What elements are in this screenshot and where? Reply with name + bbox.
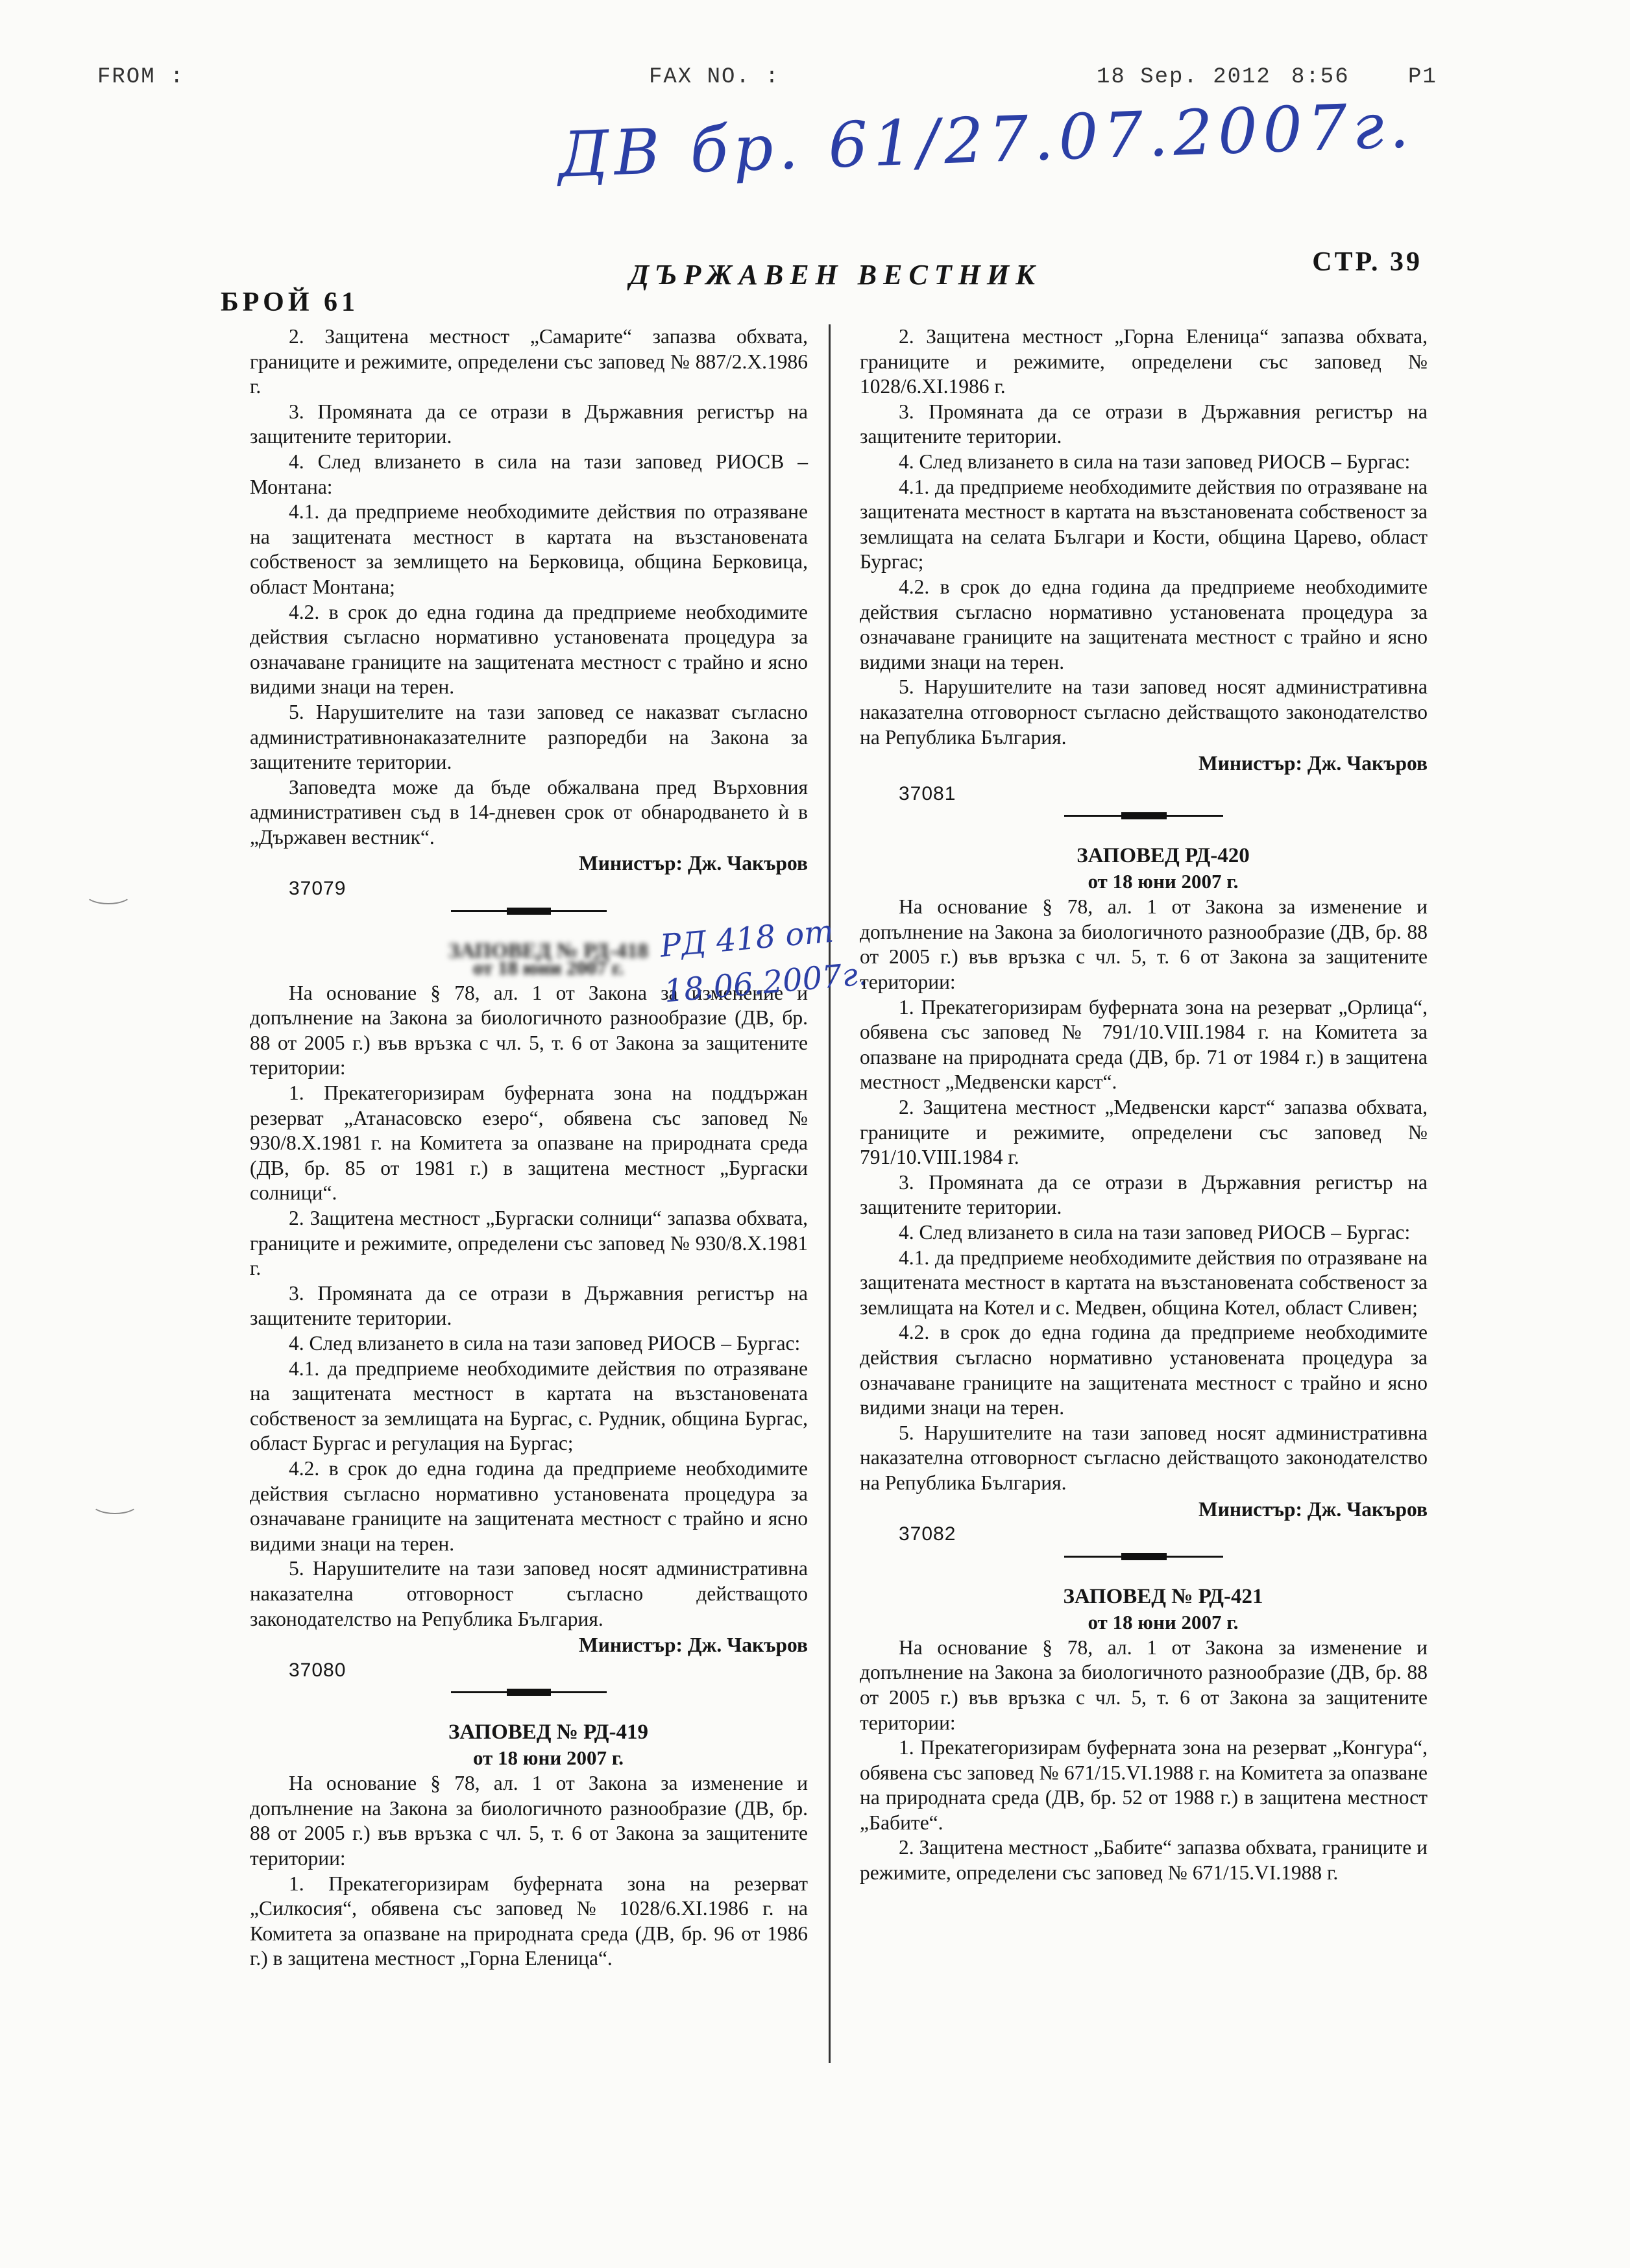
document-number: 37081 (899, 782, 956, 804)
paragraph: 5. Нарушителите на тази заповед се наказват съгласно административнонаказателните разпоредби на Закона за защитените територии. (250, 700, 808, 774)
paragraph: 5. Нарушителите на тази заповед носят административна наказателна отговорност съгласно действащото законодателство на Република България. (250, 1557, 808, 1630)
fax-page: P1 (1408, 65, 1437, 90)
order-417-continuation (250, 324, 808, 876)
section-separator (250, 906, 808, 916)
order-421 (860, 1584, 1428, 1886)
fax-from-label: FROM : (97, 65, 185, 90)
paragraph: На основание § 78, ал. 1 от Закона за изменение и допълнение на Закона за биологичното разнообразие (ДВ, бр. 88 от 2005 г.) във връзка с чл. 5, т. 6 от Закона за защитените територии: (860, 1635, 1428, 1734)
paragraph: На основание § 78, ал. 1 от Закона за изменение и допълнение на Закона за биологичното разнообразие (ДВ, бр. 88 от 2005 г.) във връзка с чл. 5, т. 6 от Закона за защитените територии: (250, 1772, 808, 1870)
minister-signature: Министър: Дж. Чакъров (578, 1634, 808, 1657)
gazette-masthead (221, 247, 1422, 318)
paragraph: 4.1. да предприеме необходимите действия по отразяване на защитената местност в картата на възстановената собственост за землищата на Бургас, с. Рудник, община Бургас, област Бургас и регулация на Бургас; (250, 1357, 808, 1455)
order-title-obscured: ЗАПОВЕД № РД-418 (448, 939, 648, 963)
order-title: ЗАПОВЕД № РД-421 (1063, 1584, 1263, 1608)
paragraph: Заповедта може да бъде обжалвана пред Върховния административен съд в 14-дневен срок от обнародването ѝ в „Държавен вестник“. (250, 775, 808, 849)
fax-number-label: FAX NO. : (649, 65, 780, 90)
paragraph: 1. Прекатегоризирам буферната зона на поддържан резерват „Атанасовско езеро“, обявена със заповед № 930/8.Х.1981 г. на Комитета за опазване на природната среда (ДВ, бр. 85 от 1981 г.) в защитена местност „Бургаски солници“. (250, 1081, 808, 1205)
gazette-title: ДЪРЖАВЕН ВЕСТНИК (629, 259, 1041, 291)
paragraph: 2. Защитена местност „Бургаски солници“ запазва обхвата, границите и режимите, определени със заповед № 930/8.Х.1981 г. (250, 1207, 808, 1280)
handwritten-reference: ДВ бр. 61/27.07.2007г. (557, 89, 1415, 191)
paragraph: 1. Прекатегоризирам буферната зона на резерват „Силкосия“, обявена със заповед № 1028/6.ХI.1986 г. на Комитета за опазване на природната среда (ДВ, бр. 96 от 1986 г.) в защитена местност „Горна Еленица“. (250, 1872, 808, 1970)
paragraph: 2. Защитена местност „Медвенски карст“ запазва обхвата, границите и режимите, определени със заповед № 791/10.VIII.1984 г. (860, 1096, 1428, 1169)
paragraph: 4.2. в срок до една година да предприеме необходимите действия съгласно нормативно установената процедура за означаване границите на защитената местност с трайно и ясно видими знаци на терен. (250, 600, 808, 699)
order-date: от 18 юни 2007 г. (1088, 1610, 1239, 1634)
paragraph: 3. Промяната да се отрази в Държавния регистър на защитените територии. (250, 1281, 808, 1330)
fax-date: 18 Sep. 2012 (1097, 65, 1271, 90)
paragraph: 2. Защитена местност „Бабите“ запазва обхвата, границите и режимите, определени със заповед № 671/15.VI.1988 г. (860, 1836, 1428, 1885)
scan-mark (84, 882, 132, 904)
paragraph: 4.1. да предприеме необходимите действия по отразяване на защитената местност в картата на възстановената собственост за землището на Берковица, община Берковица, област Монтана; (250, 500, 808, 598)
column-divider (829, 324, 831, 2063)
paragraph: 4. След влизането в сила на тази заповед РИОСВ – Монтана: (250, 450, 808, 498)
paragraph: 3. Промяната да се отрази в Държавния регистър на защитените територии. (860, 1170, 1428, 1219)
order-419 (250, 1719, 808, 1972)
order-date-obscured: от 18 юни 2007 г. (472, 956, 624, 979)
paragraph: 2. Защитена местност „Горна Еленица“ запазва обхвата, границите и режимите, определени със заповед № 1028/6.ХI.1986 г. (860, 325, 1428, 398)
order-date: от 18 юни 2007 г. (472, 1746, 624, 1770)
right-column (860, 324, 1428, 1886)
minister-signature: Министър: Дж. Чакъров (1198, 1497, 1428, 1521)
paragraph: 4.1. да предприеме необходимите действия по отразяване на защитената местност в картата на възстановената собственост за землищата на Котел и с. Медвен, община Котел, област Сливен; (860, 1246, 1428, 1319)
fax-time: 8:56 (1291, 65, 1350, 90)
paragraph: 3. Промяната да се отрази в Държавния регистър на защитените територии. (860, 400, 1428, 448)
paragraph: На основание § 78, ал. 1 от Закона за изменение и допълнение на Закона за биологичното разнообразие (ДВ, бр. 88 от 2005 г.) във връзка с чл. 5, т. 6 от Закона за защитените територии: (860, 895, 1428, 994)
handwritten-line: 18.06.2007г. (663, 956, 870, 1010)
paragraph: 4.1. да предприеме необходимите действия по отразяване на защитената местност в картата на възстановената собственост за землищата на селата Българи и Кости, община Царево, област Бургас; (860, 475, 1428, 573)
page-number: СТР. 39 (1312, 247, 1422, 277)
minister-signature: Министър: Дж. Чакъров (578, 852, 808, 875)
order-title: ЗАПОВЕД РД-420 (1077, 844, 1250, 868)
order-date: от 18 юни 2007 г. (1088, 870, 1239, 893)
section-separator (860, 1551, 1428, 1562)
order-420 (860, 843, 1428, 1522)
section-separator (250, 1687, 808, 1697)
document-number: 37082 (899, 1523, 956, 1545)
paragraph: 4.2. в срок до една година да предприеме необходимите действия съгласно нормативно установената процедура за означаване границите на защитената местност с трайно и ясно видими знаци на терен. (860, 1321, 1428, 1419)
issue-number: БРОЙ 61 (221, 287, 359, 317)
document-number: 37080 (289, 1659, 347, 1681)
handwritten-line: РД 418 от (659, 913, 835, 965)
paragraph: 2. Защитена местност „Самарите“ запазва обхвата, границите и режимите, определени със заповед № 887/2.Х.1986 г. (250, 325, 808, 398)
paragraph: 5. Нарушителите на тази заповед носят административна наказателна отговорност съгласно действащото законодателство на Република България. (860, 675, 1428, 749)
paragraph: 4. След влизането в сила на тази заповед РИОСВ – Бургас: (899, 1221, 1411, 1244)
order-title: ЗАПОВЕД № РД-419 (448, 1720, 648, 1744)
scan-mark (91, 1492, 139, 1514)
left-column (250, 324, 808, 1972)
document-number: 37079 (289, 878, 347, 900)
order-419-continuation (860, 324, 1428, 777)
paragraph: 1. Прекатегоризирам буферната зона на резерват „Конгура“, обявена със заповед № 671/15.VI.1988 г. на Комитета за опазване на природната среда (ДВ, бр. 52 от 1988 г.) в защитена местност „Бабите“. (860, 1736, 1428, 1834)
paragraph: 5. Нарушителите на тази заповед носят административна наказателна отговорност съгласно действащото законодателство на Република България. (860, 1421, 1428, 1494)
paragraph: 4. След влизането в сила на тази заповед РИОСВ – Бургас: (289, 1331, 801, 1355)
paragraph: На основание § 78, ал. 1 от Закона за изменение и допълнение на Закона за биологичното разнообразие (ДВ, бр. 88 от 2005 г.) във връзка с чл. 5, т. 6 от Закона за защитените територии: (250, 981, 808, 1080)
paragraph: 4.2. в срок до една година да предприеме необходимите действия съгласно нормативно установената процедура за означаване границите на защитената местност с трайно и ясно видими знаци на терен. (860, 575, 1428, 673)
section-separator (860, 810, 1428, 821)
paragraph: 4.2. в срок до една година да предприеме необходимите действия съгласно нормативно установената процедура за означаване границите на защитената местност с трайно и ясно видими знаци на терен. (250, 1456, 808, 1555)
paragraph: 4. След влизането в сила на тази заповед РИОСВ – Бургас: (899, 450, 1411, 473)
paragraph: 3. Промяната да се отрази в Държавния регистър на защитените територии. (250, 400, 808, 448)
paragraph: 1. Прекатегоризирам буферната зона на резерват „Орлица“, обявена със заповед № 791/10.VIII.1984 г. на Комитета за опазване на природната среда (ДВ, бр. 71 от 1984 г.) в защитена местност „Медвенски карст“. (860, 995, 1428, 1094)
minister-signature: Министър: Дж. Чакъров (1198, 752, 1428, 775)
order-418 (250, 938, 808, 1658)
handwritten-order-note (658, 906, 869, 1015)
